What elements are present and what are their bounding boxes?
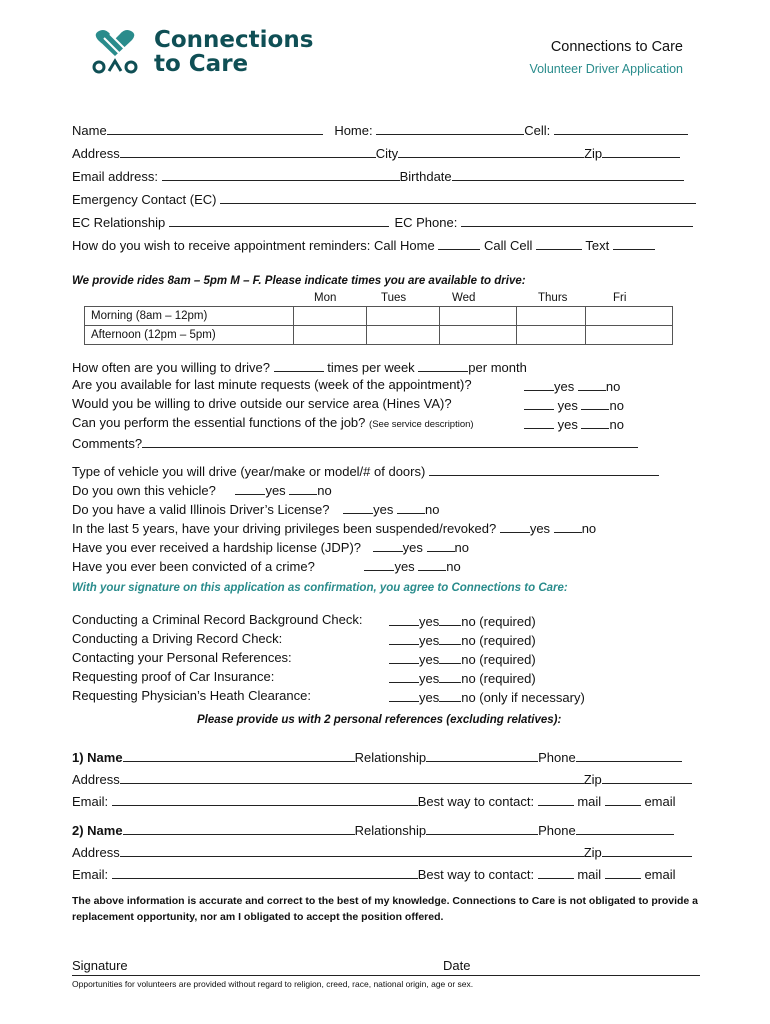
consent-label-4: Requesting proof of Car Insurance: xyxy=(72,669,275,684)
day-wed: Wed xyxy=(452,292,476,304)
yes-field[interactable] xyxy=(524,377,554,391)
no-field[interactable] xyxy=(427,538,455,552)
ref2-name-field[interactable] xyxy=(123,821,355,835)
home-phone-field[interactable] xyxy=(376,121,524,135)
consent-yn-1: yes no (required) xyxy=(389,612,536,630)
yn-last-minute: yes no xyxy=(524,377,620,395)
yes-field[interactable] xyxy=(343,500,373,514)
day-fri: Fri xyxy=(613,292,627,304)
availability-table xyxy=(84,306,673,345)
row-license: Do you have a valid Illinois Driver’s License? yes no xyxy=(72,502,440,517)
consent-intro: With your signature on this application as confirmation, you agree to Connections to Care: xyxy=(72,582,568,594)
row-ec: EC Relationship EC Phone: xyxy=(72,213,693,231)
ref2-phone-field[interactable] xyxy=(576,821,674,835)
row-name: Name Home: Cell: xyxy=(72,121,688,139)
row-how-often: How often are you willing to drive? times per week per month xyxy=(72,360,527,375)
yn-outside-area: yes no xyxy=(524,396,624,414)
ref2-email-field[interactable] xyxy=(112,865,418,879)
consent-label-2: Conducting a Driving Record Check: xyxy=(72,631,283,646)
no-field[interactable] xyxy=(418,557,446,571)
cell-phone-field[interactable] xyxy=(554,121,688,135)
ref1-email-field[interactable] xyxy=(112,792,418,806)
ref2-address-row: Address Zip xyxy=(72,843,692,861)
q-outside-area: Would you be willing to drive outside our service area (Hines VA)? xyxy=(72,396,452,411)
yes-field[interactable] xyxy=(235,481,265,495)
references-intro: Please provide us with 2 personal references (excluding relatives): xyxy=(197,714,562,726)
form-title: Volunteer Driver Application xyxy=(529,62,683,76)
row-suspended: In the last 5 years, have your driving privileges been suspended/revoked? yes no xyxy=(72,521,597,536)
consent-yn-5: yes no (only if necessary) xyxy=(389,688,585,706)
row-label-afternoon: Afternoon (12pm – 5pm) xyxy=(85,326,294,345)
no-field[interactable] xyxy=(289,481,317,495)
cell-mon-morning[interactable] xyxy=(294,307,367,326)
row-vehicle-type: Type of vehicle you will drive (year/make or model/# of doors) xyxy=(72,462,659,480)
ec-relationship-field[interactable] xyxy=(169,213,389,227)
call-home-field[interactable] xyxy=(438,236,480,250)
org-name: Connections to Care xyxy=(550,39,683,55)
ref1-email-row: Email: Best way to contact: mail email xyxy=(72,794,676,809)
no-field[interactable] xyxy=(439,669,461,683)
vehicle-type-field[interactable] xyxy=(429,462,659,476)
row-email: Email address: Birthdate xyxy=(72,167,684,185)
ref1-address-field[interactable] xyxy=(120,770,584,784)
cell-fri-afternoon[interactable] xyxy=(586,326,673,345)
consent-label-1: Conducting a Criminal Record Background Check: xyxy=(72,612,363,627)
date-label: Date xyxy=(443,958,471,973)
row-reminders: How do you wish to receive appointment reminders: Call Home Call Cell Text xyxy=(72,236,655,254)
birthdate-field[interactable] xyxy=(452,167,684,181)
yes-field[interactable] xyxy=(389,612,419,626)
yes-field[interactable] xyxy=(500,519,530,533)
yes-field[interactable] xyxy=(389,669,419,683)
comments-field[interactable] xyxy=(142,434,638,448)
yes-field[interactable] xyxy=(389,650,419,664)
signature-label: Signature xyxy=(72,958,128,973)
logo-line-1: Connections xyxy=(154,27,314,53)
logo-line-2: to Care xyxy=(154,51,249,77)
no-field[interactable] xyxy=(554,519,582,533)
ref1-name-row: 1) Name Relationship Phone xyxy=(72,748,682,766)
row-convicted: Have you ever been convicted of a crime? yes no xyxy=(72,559,461,574)
disclaimer: Opportunities for volunteers are provided without regard to religion, creed, race, national origin, age or sex. xyxy=(72,979,474,989)
name-field[interactable] xyxy=(107,121,323,135)
ref2-mail-field[interactable] xyxy=(538,865,574,879)
no-field[interactable] xyxy=(439,631,461,645)
no-field[interactable] xyxy=(578,377,606,391)
ref2-zip-field[interactable] xyxy=(602,843,692,857)
cell-tues-afternoon[interactable] xyxy=(367,326,440,345)
call-cell-field[interactable] xyxy=(536,236,582,250)
table-row xyxy=(85,307,673,326)
yes-field[interactable] xyxy=(524,415,554,429)
yes-field[interactable] xyxy=(389,688,419,702)
yes-field[interactable] xyxy=(373,538,403,552)
address-field[interactable] xyxy=(120,144,376,158)
q-essential: Can you perform the essential functions of the job? (See service description) xyxy=(72,415,474,430)
cell-thurs-morning[interactable] xyxy=(517,307,586,326)
city-field[interactable] xyxy=(398,144,584,158)
yes-field[interactable] xyxy=(389,631,419,645)
row-comments: Comments? xyxy=(72,434,638,452)
ref1-name-field[interactable] xyxy=(123,748,355,762)
consent-yn-2: yes no (required) xyxy=(389,631,536,649)
no-field[interactable] xyxy=(439,612,461,626)
cell-wed-afternoon[interactable] xyxy=(440,326,517,345)
signature-line[interactable] xyxy=(72,975,700,976)
ref1-mail-field[interactable] xyxy=(538,792,574,806)
email-field[interactable] xyxy=(162,167,400,181)
accuracy-statement: The above information is accurate and correct to the best of my knowledge. Connections to Care is not obligated to provide a replacement opportunity, nor am I obligated to accept the position offered. xyxy=(72,895,699,923)
ref1-relationship-field[interactable] xyxy=(426,748,538,762)
ref2-name-row: 2) Name Relationship Phone xyxy=(72,821,674,839)
yes-field[interactable] xyxy=(364,557,394,571)
ref2-email-opt-field[interactable] xyxy=(605,865,641,879)
consent-label-3: Contacting your Personal References: xyxy=(72,650,292,665)
no-field[interactable] xyxy=(397,500,425,514)
row-own-vehicle: Do you own this vehicle? yes no xyxy=(72,483,332,498)
row-emergency: Emergency Contact (EC) xyxy=(72,190,696,208)
logo xyxy=(92,27,314,77)
ref2-email-row: Email: Best way to contact: mail email xyxy=(72,867,676,882)
day-mon: Mon xyxy=(314,292,337,304)
per-month-field[interactable] xyxy=(418,358,468,372)
ref1-zip-field[interactable] xyxy=(602,770,692,784)
day-tues: Tues xyxy=(381,292,407,304)
cell-mon-afternoon[interactable] xyxy=(294,326,367,345)
row-label-morning: Morning (8am – 12pm) xyxy=(85,307,294,326)
no-field[interactable] xyxy=(439,688,461,702)
day-thurs: Thurs xyxy=(538,292,568,304)
consent-label-5: Requesting Physician’s Heath Clearance: xyxy=(72,688,311,703)
zip-field[interactable] xyxy=(602,144,680,158)
cell-fri-morning[interactable] xyxy=(586,307,673,326)
ref2-relationship-field[interactable] xyxy=(426,821,538,835)
row-hardship: Have you ever received a hardship license (JDP)? yes no xyxy=(72,540,469,555)
ref2-address-field[interactable] xyxy=(120,843,584,857)
ref1-phone-field[interactable] xyxy=(576,748,682,762)
q-last-minute: Are you available for last minute requests (week of the appointment)? xyxy=(72,377,472,392)
cell-wed-morning[interactable] xyxy=(440,307,517,326)
see-description: (See service description) xyxy=(369,419,474,430)
text-field[interactable] xyxy=(613,236,655,250)
consent-yn-4: yes no (required) xyxy=(389,669,536,687)
times-per-week-field[interactable] xyxy=(274,358,324,372)
no-field[interactable] xyxy=(581,415,609,429)
ref1-email-opt-field[interactable] xyxy=(605,792,641,806)
emergency-contact-field[interactable] xyxy=(220,190,696,204)
yes-field[interactable] xyxy=(524,396,554,410)
no-field[interactable] xyxy=(439,650,461,664)
cell-thurs-afternoon[interactable] xyxy=(517,326,586,345)
availability-intro: We provide rides 8am – 5pm M – F. Please indicate times you are available to drive: xyxy=(72,275,526,287)
cell-tues-morning[interactable] xyxy=(367,307,440,326)
row-address: Address City Zip xyxy=(72,144,680,162)
yn-essential: yes no xyxy=(524,415,624,433)
heart-logo-icon xyxy=(92,28,138,74)
ec-phone-field[interactable] xyxy=(461,213,693,227)
no-field[interactable] xyxy=(581,396,609,410)
consent-yn-3: yes no (required) xyxy=(389,650,536,668)
ref1-address-row: Address Zip xyxy=(72,770,692,788)
table-row xyxy=(85,326,673,345)
